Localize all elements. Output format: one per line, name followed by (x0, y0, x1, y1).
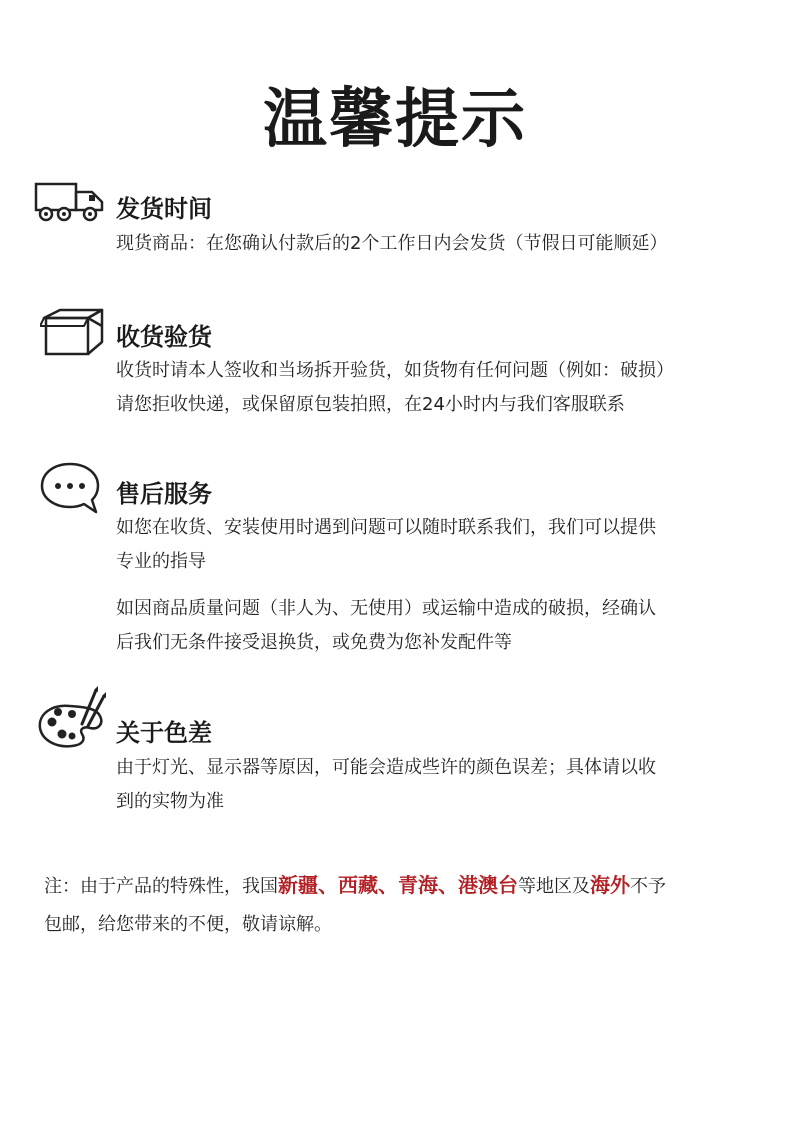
body-line: 由于灯光、显示器等原因，可能会造成些许的颜色误差；具体请以收 (116, 757, 656, 778)
body-line: 专业的指导 (116, 551, 206, 572)
palette-icon (36, 684, 108, 752)
truck-icon (34, 180, 106, 224)
note-line-2: 包邮，给您带来的不便，敬请谅解。 (44, 914, 332, 935)
section-body-2 (116, 592, 776, 660)
note-prefix: 注：由于产品的特殊性，我国 (44, 876, 278, 897)
shipping-note (44, 866, 764, 944)
section-heading: 售后服务 (116, 480, 212, 508)
section-heading: 收货验货 (116, 323, 212, 351)
note-regions-highlight: 新疆、西藏、青海、港澳台 (278, 873, 518, 897)
body-line: 后我们无条件接受退换货，或免费为您补发配件等 (116, 632, 512, 653)
note-line-1 (44, 866, 764, 906)
body-line: 请您拒收快递，或保留原包装拍照，在24小时内与我们客服联系 (116, 394, 625, 415)
body-line: 如您在收货、安装使用时遇到问题可以随时联系我们，我们可以提供 (116, 517, 656, 538)
box-icon (40, 306, 106, 358)
note-middle: 等地区及 (518, 876, 590, 897)
body-line: 现货商品：在您确认付款后的2个工作日内会发货（节假日可能顺延） (116, 233, 668, 254)
page-title: 温馨提示 (263, 83, 527, 157)
section-body (116, 511, 776, 579)
section-body (116, 354, 776, 422)
note-overseas-highlight: 海外 (590, 873, 630, 897)
section-heading: 关于色差 (116, 719, 212, 747)
section-heading: 发货时间 (116, 195, 212, 223)
section-body (116, 227, 776, 261)
chat-bubble-icon (38, 460, 102, 516)
body-line: 到的实物为准 (116, 791, 224, 812)
note-suffix: 不予 (630, 876, 666, 897)
section-body (116, 751, 776, 819)
body-line: 如因商品质量问题（非人为、无使用）或运输中造成的破损，经确认 (116, 598, 656, 619)
body-line: 收货时请本人签收和当场拆开验货，如货物有任何问题（例如：破损） (116, 360, 674, 381)
